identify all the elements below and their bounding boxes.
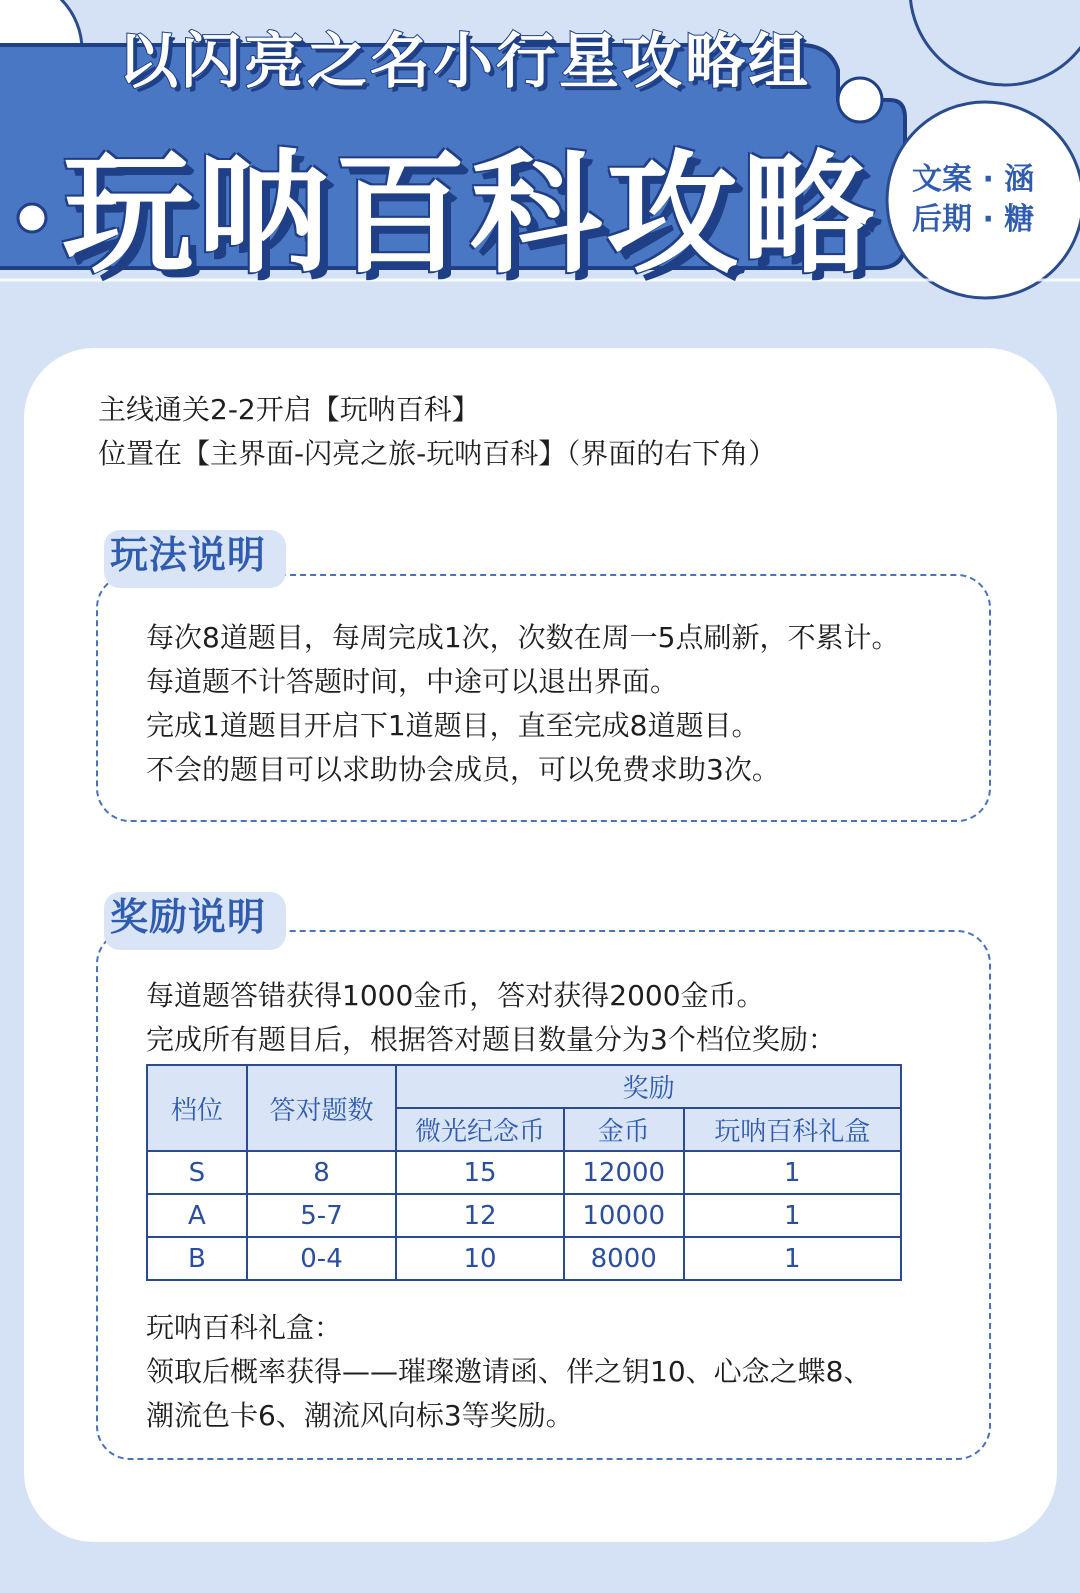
page-title: 玩呐百科攻略 — [62, 138, 878, 292]
credit-editor: 后期 · 糖 — [912, 202, 1035, 237]
table-row — [147, 1237, 901, 1280]
giftbox-line: 领取后概率获得——璀璨邀请函、伴之钥10、心念之蝶8、 — [146, 1355, 872, 1388]
cell-coin-b: 8000 — [564, 1237, 684, 1280]
header-reward: 奖励 — [396, 1065, 901, 1108]
gameplay-title: 玩法说明 — [110, 533, 267, 577]
cell-coin-a: 15 — [396, 1151, 564, 1194]
header-coin-a: 微光纪念币 — [396, 1108, 564, 1151]
rule-line: 完成1道题目开启下1道题目，直至完成8道题目。 — [146, 709, 760, 742]
table-row — [147, 1151, 901, 1194]
header-box: 玩呐百科礼盒 — [684, 1108, 901, 1151]
rewards-text — [146, 974, 836, 1062]
giftbox-text — [146, 1306, 871, 1438]
cell-correct: 5-7 — [247, 1194, 397, 1237]
table-row — [147, 1194, 901, 1237]
header-banner — [0, 0, 1080, 300]
header-correct: 答对题数 — [247, 1065, 397, 1151]
cell-coin-a: 12 — [396, 1194, 564, 1237]
corner-ring-decoration — [910, 0, 1080, 85]
cell-coin-b: 10000 — [564, 1194, 684, 1237]
cell-tier: A — [147, 1194, 247, 1237]
header-coin-b: 金币 — [564, 1108, 684, 1151]
credit-writer: 文案 · 涵 — [912, 162, 1035, 197]
cell-tier: S — [147, 1151, 247, 1194]
rule-line: 每次8道题目，每周完成1次，次数在周一5点刷新，不累计。 — [146, 621, 900, 654]
content-card — [24, 348, 1057, 1542]
intro-line: 主线通关2-2开启【玩呐百科】 — [98, 393, 480, 426]
credit-block — [912, 160, 1062, 240]
giftbox-line: 潮流色卡6、潮流风向标3等奖励。 — [146, 1399, 574, 1432]
cell-coin-a: 10 — [396, 1237, 564, 1280]
cell-correct: 0-4 — [247, 1237, 397, 1280]
cell-box: 1 — [684, 1151, 901, 1194]
cell-correct: 8 — [247, 1151, 397, 1194]
header-subtitle: 以闪亮之名小行星攻略组 — [118, 27, 811, 97]
rule-line: 不会的题目可以求助协会成员，可以免费求助3次。 — [146, 753, 780, 786]
intro-line: 位置在【主界面-闪亮之旅-玩呐百科】（界面的右下角） — [98, 437, 777, 470]
reward-line: 完成所有题目后，根据答对题目数量分为3个档位奖励： — [146, 1023, 836, 1056]
header-tier: 档位 — [147, 1065, 247, 1151]
cell-coin-b: 12000 — [564, 1151, 684, 1194]
rule-line: 每道题不计答题时间，中途可以退出界面。 — [146, 665, 679, 698]
giftbox-title: 玩呐百科礼盒： — [146, 1311, 343, 1344]
gameplay-rules — [146, 616, 899, 792]
rewards-title: 奖励说明 — [110, 895, 267, 939]
reward-table — [146, 1064, 902, 1281]
reward-line: 每道题答错获得1000金币，答对获得2000金币。 — [146, 979, 765, 1012]
cell-box: 1 — [684, 1237, 901, 1280]
intro-text — [98, 388, 776, 476]
cell-tier: B — [147, 1237, 247, 1280]
cell-box: 1 — [684, 1194, 901, 1237]
banner-dot-decoration-small — [18, 204, 46, 232]
